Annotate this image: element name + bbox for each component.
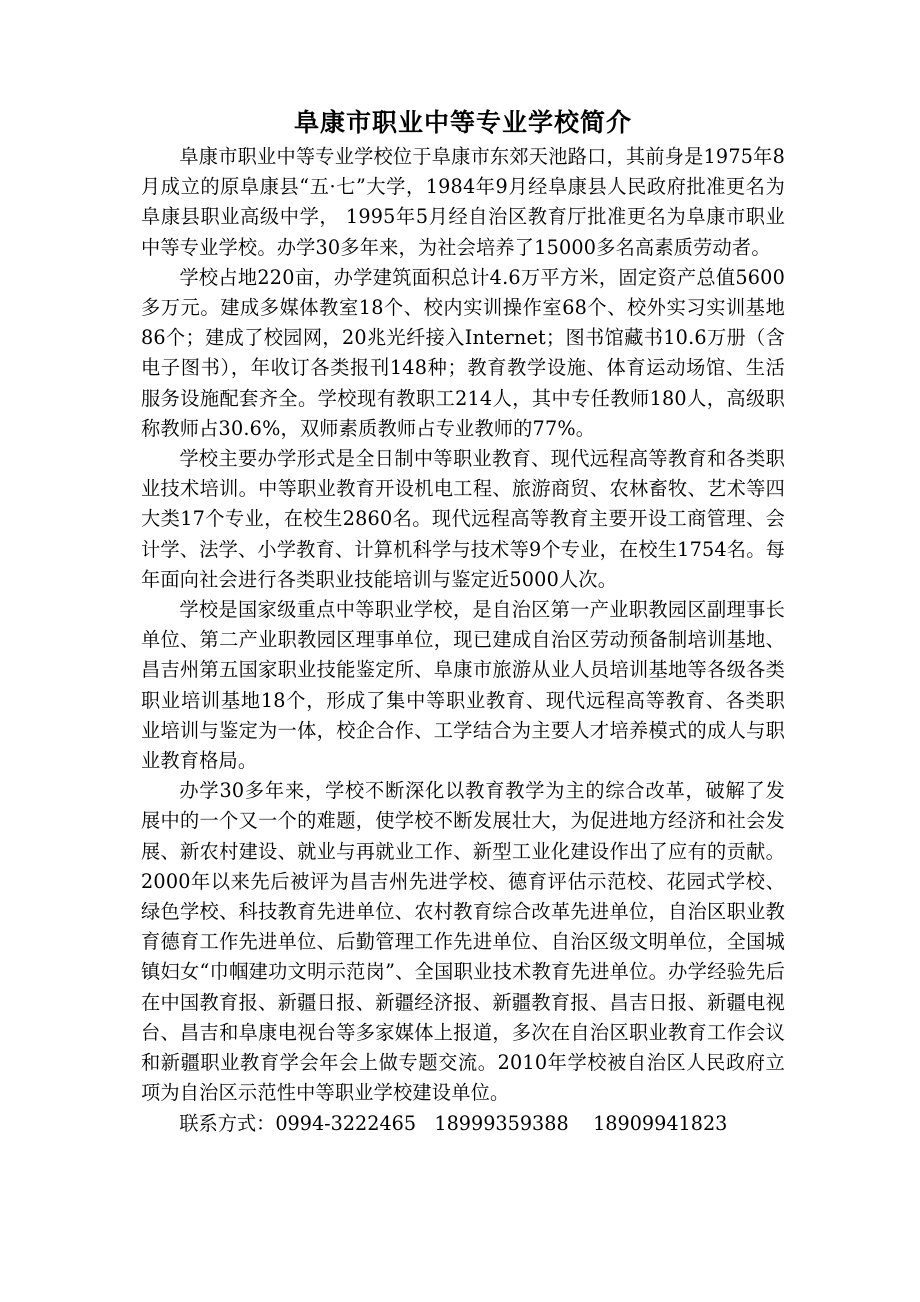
paragraph-facilities: 学校占地220亩，办学建筑面积总计4.6万平方米，固定资产总值5600多万元。建成多媒体教室18个、校内实训操作室68个、校外实习实训基地86个；建成了校园网，20兆光纤接入Internet；图书馆藏书10.6万册（含电子图书），年收订各类报刊148种；教育教学设施、体育运动场馆、生活服务设施配套齐全。学校现有教职工214人，其中专任教师180人，高级职称教师占30.6%，双师素质教师占专业教师的77%。	[141, 265, 785, 440]
document-title: 阜康市职业中等专业学校简介	[293, 108, 632, 137]
paragraph-history: 阜康市职业中等专业学校位于阜康市东郊天池路口，其前身是1975年8月成立的原阜康县“五·七”大学，1984年9月经阜康县人民政府批准更名为阜康县职业高级中学， 1995年5月经自治区教育厅批准更名为阜康市职业中等专业学校。办学30多年来，为社会培养了15000多名高素质劳动者。	[141, 145, 785, 259]
paragraph-achievements: 办学30多年来，学校不断深化以教育教学为主的综合改革，破解了发展中的一个又一个的难题，使学校不断发展壮大，为促进地方经济和社会发展、新农村建设、就业与再就业工作、新型工业化建设作出了应有的贡献。2000年以来先后被评为昌吉州先进学校、德育评估示范校、花园式学校、绿色学校、科技教育先进单位、农村教育综合改革先进单位，自治区职业教育德育工作先进单位、后勤管理工作先进单位、自治区级文明单位，全国城镇妇女“巾帼建功文明示范岗”、全国职业技术教育先进单位。办学经验先后在中国教育报、新疆日报、新疆经济报、新疆教育报、昌吉日报、新疆电视台、昌吉和阜康电视台等多家媒体上报道，多次在自治区职业教育工作会议和新疆职业教育学会年会上做专题交流。2010年学校被自治区人民政府立项为自治区示范性中等职业学校建设单位。	[141, 779, 785, 1105]
paragraph-programs: 学校主要办学形式是全日制中等职业教育、现代远程高等教育和各类职业技术培训。中等职业教育开设机电工程、旅游商贸、农林畜牧、艺术等四大类17个专业，在校生2860名。现代远程高等教育主要开设工商管理、会计学、法学、小学教育、计算机科学与技术等9个专业，在校生1754名。每年面向社会进行各类职业技能培训与鉴定近5000人次。	[141, 447, 785, 591]
paragraph-status: 学校是国家级重点中等职业学校，是自治区第一产业职教园区副理事长单位、第二产业职教园区理事单位，现已建成自治区劳动预备制培训基地、昌吉州第五国家职业技能鉴定所、阜康市旅游从业人员培训基地等各级各类职业培训基地18个，形成了集中等职业教育、现代远程高等教育、各类职业培训与鉴定为一体，校企合作、工学结合为主要人才培养模式的成人与职业教育格局。	[141, 598, 785, 773]
contact-info: 联系方式：0994-3222465 18999359388 18909941823	[179, 1111, 728, 1135]
document-page	[141, 104, 785, 1139]
